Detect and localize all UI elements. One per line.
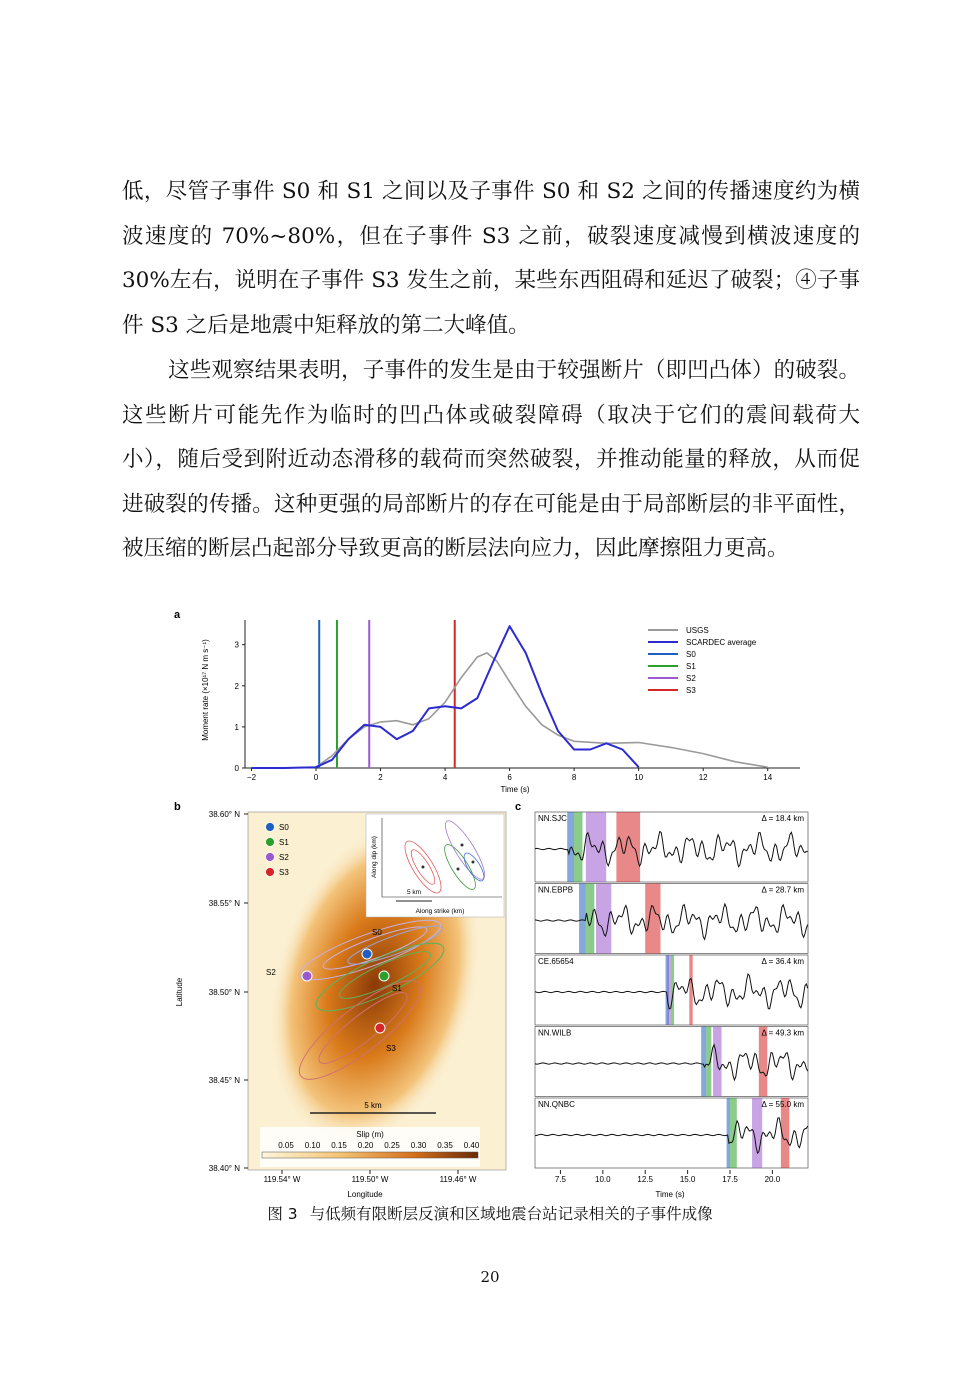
subevent-window (689, 955, 692, 1025)
legend-label: S2 (686, 674, 696, 683)
y-tick-label: 0 (234, 764, 239, 773)
x-tick-label: 8 (571, 773, 577, 782)
colorbar-title: Slip (m) (356, 1130, 384, 1139)
lat-tick-label: 38.50° N (208, 988, 240, 997)
y-tick-label: 2 (234, 681, 239, 691)
map-scale-label: 5 km (364, 1101, 382, 1110)
inset-marker-s2 (461, 844, 464, 847)
lat-tick-label: 38.60° N (208, 810, 240, 819)
lon-tick-label: 119.50° W (351, 1175, 389, 1184)
x-tick-label: 10 (634, 773, 644, 782)
legend-label: S1 (686, 662, 696, 671)
panel-c-waveforms (535, 812, 808, 1184)
inset-scale-label: 5 km (406, 889, 422, 896)
x-tick-label: 4 (442, 773, 448, 782)
colorbar (262, 1152, 478, 1158)
colorbar-tick-label: 0.05 (278, 1141, 294, 1150)
colorbar-tick-label: 0.35 (437, 1141, 453, 1150)
inset-marker-s3 (422, 866, 425, 869)
legend-label: SCARDEC average (686, 638, 757, 647)
figure-caption (0, 1202, 980, 1224)
legend-label: S3 (686, 686, 696, 695)
caption-text: 与低频有限断层反演和区域地震台站记录相关的子事件成像 (309, 1205, 713, 1223)
panel-c-label: c (515, 801, 522, 813)
legend-marker (266, 838, 275, 847)
map-label-s1: S1 (392, 984, 402, 993)
lon-tick-label: 119.54° W (263, 1175, 301, 1184)
station-distance: Δ = 49.3 km (761, 1028, 804, 1038)
colorbar-tick-label: 0.15 (331, 1141, 347, 1150)
c-x-tick-label: 15.0 (679, 1175, 696, 1184)
lon-tick-label: 119.46° W (439, 1175, 477, 1184)
subevent-window (567, 812, 574, 882)
marker-s2 (302, 971, 312, 981)
legend-marker (266, 868, 275, 877)
subevent-window (616, 812, 640, 882)
panel-a-label: a (174, 609, 181, 621)
subevent-window (667, 955, 670, 1025)
x-tick-label: 12 (698, 773, 708, 782)
station-distance: Δ = 28.7 km (761, 885, 804, 895)
series-scardec-line (252, 626, 639, 768)
c-x-tick-label: 20.0 (764, 1175, 781, 1184)
marker-s3 (375, 1023, 385, 1033)
station-name: NN.QNBC (538, 1100, 575, 1109)
paragraph-2-text: 这些观察结果表明，子事件的发生是由于较强断片（即凹凸体）的破裂。这些断片可能先作为临时的凹凸体或破裂障碍（取决于它们的震间载荷大小），随后受到附近动态滑移的载荷而突然破裂，并推动能量的释放，从而促进破裂的传播。这种更强的局部断片的存在可能是由于局部断层的非平面性，被压缩的断层凸起部分导致更高的断层法向应力，因此摩擦阻力更高。 (122, 358, 860, 561)
c-x-tick-label: 7.5 (554, 1175, 566, 1184)
subevent-window (645, 884, 660, 954)
subevent-window (574, 812, 582, 882)
inset-xlabel: Along strike (km) (415, 908, 465, 915)
c-x-tick-label: 10.0 (595, 1175, 611, 1184)
subevent-window (579, 884, 586, 954)
map-label-s2: S2 (266, 968, 276, 977)
colorbar-tick-label: 0.20 (357, 1141, 374, 1150)
subevent-window (727, 1098, 730, 1168)
legend-label: USGS (686, 626, 709, 635)
legend-label: S0 (279, 823, 289, 832)
panel-b-map (236, 800, 515, 1171)
colorbar-tick-label: 0.40 (463, 1141, 480, 1150)
colorbar-tick-label: 0.25 (384, 1141, 400, 1150)
x-tick-label: 14 (763, 773, 773, 782)
station-name: NN.WILB (538, 1028, 572, 1038)
inset-box (366, 814, 504, 917)
colorbar-tick-label: 0.30 (410, 1141, 427, 1150)
c-x-tick-label: 17.5 (722, 1175, 738, 1184)
x-tick-label: 0 (313, 773, 319, 782)
map-label-s3: S3 (386, 1044, 396, 1053)
map-label-s0: S0 (372, 928, 382, 937)
x-tick-label: 6 (507, 773, 512, 782)
marker-s0 (362, 949, 372, 959)
lat-tick-label: 38.40° N (208, 1164, 240, 1173)
figure-svg (170, 605, 810, 1205)
panel-a-legend (648, 626, 757, 695)
x-tick-label: −2 (246, 773, 257, 782)
legend-label: S1 (279, 838, 289, 847)
figure-3 (170, 605, 810, 1205)
paragraph-2 (122, 349, 860, 572)
caption-number: 图 3 (267, 1205, 298, 1223)
page-number: 20 (480, 1268, 500, 1286)
y-tick-label: 3 (234, 640, 239, 650)
panel-a-xlabel: Time (s) (500, 785, 530, 794)
panel-b-ylabel: Latitude (175, 977, 184, 1007)
lat-tick-label: 38.45° N (208, 1076, 240, 1085)
marker-s1 (379, 971, 389, 981)
legend-marker (266, 823, 275, 832)
c-x-tick-label: 12.5 (637, 1175, 654, 1184)
panel-a-ylabel: Moment rate (×10¹⁷ N m s⁻¹) (201, 639, 210, 741)
colorbar-tick-label: 0.10 (304, 1141, 321, 1150)
inset-marker-s1 (457, 868, 460, 871)
station-distance: Δ = 18.4 km (761, 814, 804, 823)
panel-b-label: b (174, 801, 181, 813)
y-tick-label: 1 (234, 722, 239, 732)
panel-c-xlabel: Time (s) (655, 1190, 685, 1199)
lat-tick-label: 38.55° N (208, 899, 240, 908)
legend-label: S3 (279, 868, 289, 877)
station-name: CE.65654 (538, 957, 574, 966)
paragraph-1: 低，尽管子事件 S0 和 S1 之间以及子事件 S0 和 S2 之间的传播速度约为横波速度的 70%~80%，但在子事件 S3 之前，破裂速度减慢到横波速度的 30%左右，说明在子事件 S3 发生之前，某些东西阻碍和延迟了破裂；④子事件 S3 之后是地震中矩释放的第二大峰值。 (122, 179, 860, 338)
legend-label: S2 (279, 853, 289, 862)
legend-marker (266, 853, 275, 862)
station-name: NN.EBPB (538, 885, 574, 895)
subevent-window (701, 1027, 706, 1097)
station-name: NN.SJC (538, 814, 567, 823)
legend-label: S0 (686, 650, 696, 659)
inset-ylabel: Along dip (km) (371, 836, 378, 878)
station-distance: Δ = 55.0 km (761, 1100, 804, 1109)
inset-marker-s0 (472, 861, 475, 864)
panel-b-xlabel: Longitude (347, 1190, 383, 1199)
subevent-window (730, 1098, 737, 1168)
x-tick-label: 2 (378, 773, 383, 782)
station-distance: Δ = 36.4 km (761, 957, 804, 966)
